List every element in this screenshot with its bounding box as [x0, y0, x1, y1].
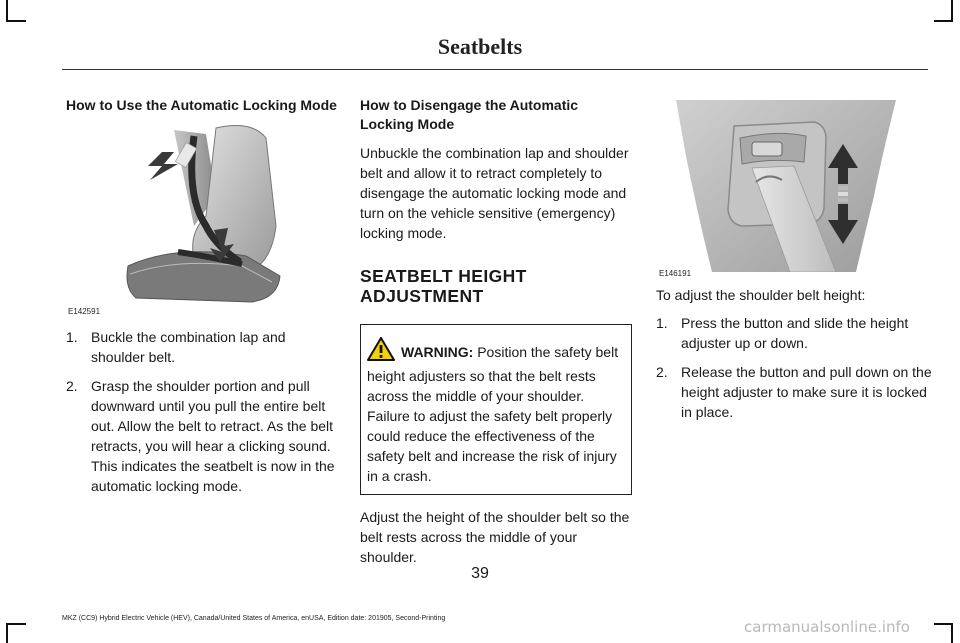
seat-figure: [66, 116, 338, 320]
step-number: 1.: [66, 329, 78, 345]
left-heading: How to Use the Automatic Locking Mode: [66, 97, 337, 113]
crop-mark: [6, 623, 8, 643]
crop-mark: [6, 20, 26, 22]
watermark: carmanualsonline.info: [744, 618, 910, 636]
steps-list: [656, 313, 932, 422]
crop-mark: [6, 623, 26, 625]
middle-column: [360, 96, 632, 567]
edition-footer: MKZ (CC9) Hybrid Electric Vehicle (HEV), Canada/United States of America, enUSA, Edition date: 201905, Second-Printing: [62, 615, 446, 622]
crop-mark: [951, 623, 953, 643]
middle-paragraph: Unbuckle the combination lap and shoulder belt and allow it to retract completely to disengage the automatic locking mode and turn on the vehicle sensitive (emergency) locking mode.: [360, 145, 629, 241]
list-item: [66, 376, 338, 496]
figure-code: E146191: [659, 269, 692, 278]
left-column: [66, 96, 338, 505]
warning-triangle-icon: [367, 337, 395, 366]
height-adjuster-figure: [656, 96, 932, 280]
warning-text: Position the safety belt height adjusters so that the belt rests across the middle of your shoulder. Failure to adjust the safety belt properly could reduce the effectiveness of the safety belt and increase the risk of injury in a crash.: [367, 344, 619, 484]
right-column: [656, 96, 932, 431]
step-number: 2.: [656, 364, 668, 380]
header-rule: [62, 69, 928, 70]
step-text: Press the button and slide the height adjuster up or down.: [681, 315, 909, 351]
crop-mark: [934, 20, 953, 22]
step-number: 1.: [656, 315, 668, 331]
crop-mark: [934, 623, 953, 625]
seat-illustration: [66, 116, 338, 312]
crop-mark: [951, 0, 953, 22]
step-text: Grasp the shoulder portion and pull downward until you pull the entire belt out. Allow the belt to retract. As the belt retracts, you will hear a clicking sound. This indicates the seatbelt is now in the automatic locking mode.: [91, 378, 335, 494]
middle-heading: How to Disengage the Automatic Locking Mode: [360, 97, 579, 132]
steps-list: [66, 327, 338, 496]
page-title: Seatbelts: [437, 34, 523, 59]
warning-box: [360, 324, 632, 495]
list-item: [66, 327, 338, 367]
list-item: [656, 313, 932, 353]
crop-mark: [6, 0, 8, 22]
step-text: Buckle the combination lap and shoulder belt.: [91, 329, 286, 365]
height-adjuster-illustration: [656, 96, 928, 272]
right-intro: To adjust the shoulder belt height:: [656, 287, 866, 303]
list-item: [656, 362, 932, 422]
section-title: SEATBELT HEIGHT ADJUSTMENT: [360, 266, 527, 306]
warning-lead: WARNING:: [401, 344, 474, 360]
page-number: 39: [471, 565, 489, 582]
middle-paragraph-2: Adjust the height of the shoulder belt so the belt rests across the middle of your shoulder.: [360, 509, 630, 565]
figure-code: E142591: [68, 307, 101, 316]
step-text: Release the button and pull down on the height adjuster to make sure it is locked in place.: [681, 364, 932, 420]
step-number: 2.: [66, 378, 78, 394]
